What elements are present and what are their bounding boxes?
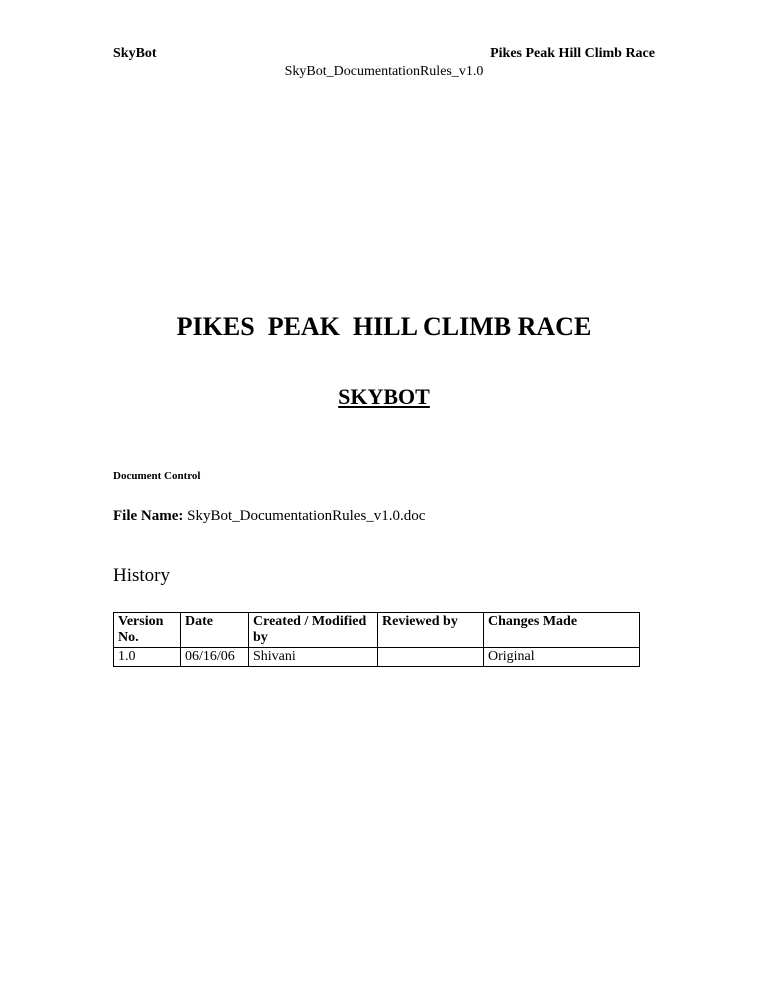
history-heading: History [113,565,170,586]
cell-date: 06/16/06 [181,648,249,667]
sub-title: SKYBOT [338,384,430,409]
cell-changes: Original [484,648,640,667]
header-left: SkyBot [113,46,157,61]
history-header-row [114,613,640,648]
document-control-label: Document Control [113,470,201,482]
file-name-line [113,508,425,525]
col-date: Date [181,613,249,648]
file-name-label: File Name: [113,508,184,524]
cell-created-by: Shivani [249,648,378,667]
col-created-modified: Created / Modified by [249,613,378,648]
main-title: PIKES PEAK HILL CLIMB RACE [176,312,592,341]
header-center: SkyBot_DocumentationRules_v1.0 [284,64,484,79]
header-right: Pikes Peak Hill Climb Race [490,46,655,61]
col-version: Version No. [114,613,181,648]
file-name-value: SkyBot_DocumentationRules_v1.0.doc [187,508,426,524]
col-reviewed-by: Reviewed by [378,613,484,648]
history-table [113,612,640,667]
col-changes-made: Changes Made [484,613,640,648]
table-row [114,648,640,667]
cell-reviewed-by [378,648,484,667]
cell-version: 1.0 [114,648,181,667]
